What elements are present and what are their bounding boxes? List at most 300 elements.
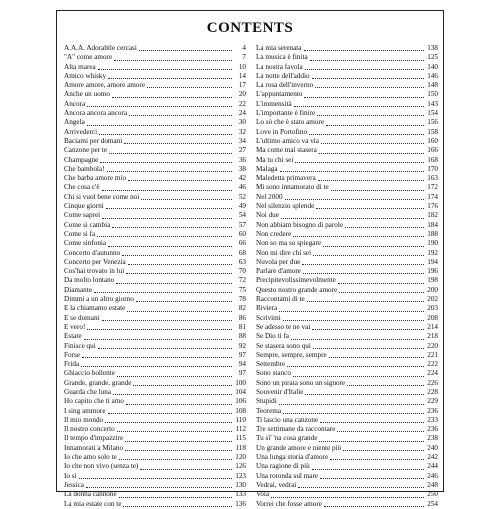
dot-leader	[303, 272, 424, 274]
dot-leader	[123, 505, 232, 507]
song-title: Guarda che luna	[64, 387, 112, 396]
dot-leader	[126, 403, 232, 405]
song-title: Cinque giorni	[64, 202, 104, 211]
dot-leader	[125, 449, 232, 451]
page-number: 238	[427, 434, 438, 443]
song-title: Nel 2000	[256, 192, 283, 201]
toc-entry[interactable]	[64, 183, 246, 192]
song-title: Mi sono innamorato di te	[256, 183, 329, 192]
song-title: Innamorati a Milano	[64, 443, 124, 452]
song-title: Che barba amore mio	[64, 174, 127, 183]
page-number: 146	[427, 71, 438, 80]
dot-leader	[323, 245, 424, 247]
dot-leader	[337, 430, 424, 432]
page-number: 220	[427, 341, 438, 350]
dot-leader	[287, 365, 424, 367]
toc-entry[interactable]	[64, 81, 246, 90]
page-number: 115	[235, 434, 246, 443]
song-title: Anche un uomo	[64, 90, 110, 99]
toc-entry[interactable]	[256, 165, 438, 174]
toc-entry[interactable]	[64, 165, 246, 174]
page-number: 202	[427, 295, 438, 304]
dot-leader	[141, 198, 232, 200]
page-number: 108	[235, 406, 246, 415]
song-title: Una lunga storia d'amore	[256, 453, 329, 462]
toc-entry[interactable]	[64, 434, 246, 443]
song-title: Che bambola!	[64, 164, 105, 173]
song-title: Forse	[64, 350, 80, 359]
dot-leader	[112, 96, 232, 98]
page-number: 72	[238, 276, 246, 285]
song-title: La mia serenata	[256, 44, 302, 52]
song-title: Un grande amore e niente più	[256, 443, 342, 452]
dot-leader	[294, 105, 424, 107]
page-number: 168	[427, 155, 438, 164]
dot-leader	[309, 133, 424, 135]
page-number: 126	[235, 462, 246, 471]
toc-entry[interactable]	[64, 100, 246, 109]
dot-leader	[283, 412, 424, 414]
dot-leader	[119, 458, 232, 460]
dot-leader	[100, 161, 232, 163]
page-number: 123	[235, 471, 246, 480]
toc-entry[interactable]	[64, 304, 246, 313]
song-title: Finisce qui	[64, 341, 96, 350]
toc-entry[interactable]	[256, 342, 438, 351]
dot-leader	[329, 356, 424, 358]
page-number: 70	[238, 267, 246, 276]
contents-right-column	[256, 44, 438, 509]
toc-entry[interactable]	[64, 276, 246, 285]
toc-entry[interactable]	[64, 90, 246, 99]
page-number: 242	[427, 453, 438, 462]
toc-entry[interactable]	[64, 63, 246, 72]
toc-entry[interactable]	[256, 407, 438, 416]
toc-entry[interactable]	[64, 342, 246, 351]
page-number: 63	[238, 257, 246, 266]
song-title: Sono stanco	[256, 369, 291, 378]
song-title: Chi si vuol bene come noi	[64, 192, 140, 201]
dot-leader	[140, 468, 232, 470]
toc-entry[interactable]	[64, 221, 246, 230]
dot-leader	[324, 505, 424, 507]
dot-leader	[320, 421, 424, 423]
song-title: A.A.A. Adorabile cercasi	[64, 44, 137, 52]
song-title: Io sì	[64, 471, 77, 480]
page-number: 154	[427, 109, 438, 118]
page-number: 78	[238, 295, 246, 304]
page-number: 17	[238, 81, 246, 90]
page-number: 82	[238, 304, 246, 313]
dot-leader	[119, 496, 232, 498]
toc-entry[interactable]	[256, 425, 438, 434]
toc-entry[interactable]	[64, 444, 246, 453]
song-title: "A" come amore	[64, 53, 113, 62]
toc-entry[interactable]	[256, 286, 438, 295]
toc-entry[interactable]	[256, 174, 438, 183]
page-number: 240	[427, 443, 438, 452]
page-number: 156	[427, 118, 438, 127]
song-title: Maledetta primavera	[256, 174, 316, 183]
toc-entry[interactable]	[256, 137, 438, 146]
song-title: Ancora ancora ancora	[64, 109, 128, 118]
dot-leader	[313, 347, 424, 349]
toc-entry[interactable]	[64, 53, 246, 62]
toc-entry[interactable]	[256, 490, 438, 499]
toc-entry[interactable]	[256, 156, 438, 165]
song-title: Che cosa c'è	[64, 183, 100, 192]
toc-entry[interactable]	[256, 397, 438, 406]
toc-entry[interactable]	[64, 481, 246, 490]
toc-entry[interactable]	[64, 351, 246, 360]
toc-entry[interactable]	[256, 481, 438, 490]
song-title: Amico whisky	[64, 71, 107, 80]
toc-entry[interactable]	[256, 416, 438, 425]
toc-entry[interactable]	[64, 211, 246, 220]
toc-entry[interactable]	[64, 239, 246, 248]
dot-leader	[108, 412, 232, 414]
song-title: Il tempo d'impazzire	[64, 434, 124, 443]
song-title: Come saprei	[64, 211, 101, 220]
dot-leader	[97, 235, 232, 237]
toc-entry[interactable]	[64, 416, 246, 425]
toc-entry[interactable]	[64, 462, 246, 471]
page-number: 222	[427, 360, 438, 369]
song-title: L'ultimo amico va via	[256, 136, 319, 145]
page-number: 92	[238, 341, 246, 350]
dot-leader	[316, 207, 424, 209]
toc-entry[interactable]	[256, 118, 438, 127]
page-number: 14	[238, 71, 246, 80]
toc-entry[interactable]	[256, 323, 438, 332]
toc-entry[interactable]	[256, 90, 438, 99]
page-number: 233	[427, 415, 438, 424]
page-number: 174	[427, 192, 438, 201]
toc-entry[interactable]	[256, 472, 438, 481]
song-title: Parlare d'amore	[256, 267, 301, 276]
song-title: L'appuntamento	[256, 90, 303, 99]
song-title: Precipitevolissimevolmente	[256, 276, 336, 285]
page-number: 112	[235, 425, 246, 434]
dot-leader	[117, 430, 232, 432]
page-number: 188	[427, 229, 438, 238]
page-number: 236	[427, 425, 438, 434]
page-number: 133	[235, 490, 246, 499]
page-number: 7	[242, 53, 246, 62]
toc-entry[interactable]	[256, 72, 438, 81]
toc-entry[interactable]	[256, 295, 438, 304]
page-number: 248	[427, 480, 438, 489]
dot-leader	[102, 189, 232, 191]
toc-entry[interactable]	[64, 407, 246, 416]
contents-left-column	[64, 44, 246, 509]
toc-entry[interactable]	[64, 314, 246, 323]
toc-entry[interactable]	[256, 351, 438, 360]
page-number: 229	[427, 397, 438, 406]
toc-entry[interactable]	[256, 444, 438, 453]
page-number: 88	[238, 332, 246, 341]
song-title: Da molto lontano	[64, 276, 115, 285]
toc-entry[interactable]	[64, 72, 246, 81]
dot-leader	[330, 458, 424, 460]
toc-entry[interactable]	[256, 249, 438, 258]
song-title: Ma come mai stasera	[256, 146, 317, 155]
toc-entry[interactable]	[256, 193, 438, 202]
toc-entry[interactable]	[256, 239, 438, 248]
toc-entry[interactable]	[64, 267, 246, 276]
page-number: 172	[427, 183, 438, 192]
page-number: 221	[427, 350, 438, 359]
toc-entry[interactable]	[64, 500, 246, 509]
song-title: Settembre	[256, 360, 286, 369]
song-title: Concerto per Venezia	[64, 257, 126, 266]
page-number: 57	[238, 220, 246, 229]
toc-entry[interactable]	[64, 295, 246, 304]
page-number: 27	[238, 146, 246, 155]
page-number: 150	[427, 90, 438, 99]
toc-entry[interactable]	[256, 434, 438, 443]
toc-entry[interactable]	[64, 249, 246, 258]
page-number: 54	[238, 211, 246, 220]
page-number: 110	[235, 415, 246, 424]
page-number: 148	[427, 81, 438, 90]
dot-leader	[321, 142, 424, 144]
toc-entry[interactable]	[256, 462, 438, 471]
dot-leader	[347, 384, 424, 386]
dot-leader	[124, 142, 232, 144]
page-number: 170	[427, 164, 438, 173]
page-number: 140	[427, 62, 438, 71]
dot-leader	[126, 272, 232, 274]
page-number: 218	[427, 332, 438, 341]
page-number: 81	[238, 322, 246, 331]
song-title: Io che amo solo te	[64, 453, 117, 462]
toc-entry[interactable]	[256, 500, 438, 509]
toc-entry[interactable]	[64, 156, 246, 165]
toc-entry[interactable]	[256, 183, 438, 192]
toc-entry[interactable]	[256, 453, 438, 462]
song-title: Souvenir d'Italie	[256, 387, 304, 396]
toc-entry[interactable]	[256, 53, 438, 62]
dot-leader	[109, 152, 232, 154]
toc-entry[interactable]	[64, 332, 246, 341]
page-number: 176	[427, 202, 438, 211]
toc-entry[interactable]	[64, 44, 246, 53]
toc-entry[interactable]	[64, 379, 246, 388]
page-number: 68	[238, 248, 246, 257]
toc-entry[interactable]	[64, 369, 246, 378]
song-title: L'importante è finire	[256, 109, 316, 118]
song-title: Tu sì' 'na cosa grande	[256, 434, 318, 443]
dot-leader	[312, 77, 424, 79]
toc-entry[interactable]	[64, 174, 246, 183]
dot-leader	[313, 254, 424, 256]
dot-leader	[108, 245, 232, 247]
toc-entry[interactable]	[64, 146, 246, 155]
dot-leader	[291, 338, 424, 340]
dot-leader	[107, 170, 232, 172]
song-title: Frida	[64, 360, 80, 369]
toc-entry[interactable]	[64, 453, 246, 462]
toc-entry[interactable]	[64, 388, 246, 397]
dot-leader	[280, 170, 424, 172]
dot-leader	[127, 310, 232, 312]
page-number: 166	[427, 146, 438, 155]
toc-entry[interactable]	[64, 109, 246, 118]
page-number: 10	[238, 62, 246, 71]
dot-leader	[304, 96, 424, 98]
toc-entry[interactable]	[256, 258, 438, 267]
song-title: Jessica	[64, 480, 84, 489]
song-title: Sono un pirata sono un signore	[256, 378, 346, 387]
page-number: 120	[235, 453, 246, 462]
page-number: 75	[238, 285, 246, 294]
song-title: I sing ammore	[64, 406, 106, 415]
page-number: 106	[235, 397, 246, 406]
toc-entry[interactable]	[256, 276, 438, 285]
toc-entry[interactable]	[64, 258, 246, 267]
dot-leader	[81, 365, 232, 367]
toc-entry[interactable]	[256, 202, 438, 211]
page-number: 136	[235, 499, 246, 508]
dot-leader	[87, 105, 232, 107]
toc-entry[interactable]	[64, 193, 246, 202]
page-number: 97	[238, 369, 246, 378]
dot-leader	[319, 152, 424, 154]
song-title: La rosa dell'inverno	[256, 81, 314, 90]
toc-entry[interactable]	[256, 267, 438, 276]
page-title: CONTENTS	[206, 20, 294, 36]
toc-entry[interactable]	[256, 211, 438, 220]
dot-leader	[105, 421, 232, 423]
dot-leader	[343, 449, 424, 451]
song-title: Dimmi a un altro giorno	[64, 295, 134, 304]
toc-entry[interactable]	[256, 44, 438, 53]
toc-entry[interactable]	[64, 118, 246, 127]
toc-entry[interactable]	[256, 81, 438, 90]
dot-leader	[305, 68, 424, 70]
song-title: Vorrei che fosse amore	[256, 499, 322, 508]
song-title: Una ragione di più	[256, 462, 310, 471]
dot-leader	[84, 338, 232, 340]
dot-leader	[305, 393, 424, 395]
song-title: Estate	[64, 332, 82, 341]
toc-entry[interactable]	[256, 388, 438, 397]
page-number: 49	[238, 202, 246, 211]
toc-entry[interactable]	[256, 314, 438, 323]
dot-leader	[139, 49, 232, 51]
page-number: 224	[427, 369, 438, 378]
toc-entry[interactable]	[64, 128, 246, 137]
song-title: Angela	[64, 118, 85, 127]
dot-leader	[117, 375, 232, 377]
toc-entry[interactable]	[256, 360, 438, 369]
page-number: 143	[427, 99, 438, 108]
page-number: 130	[235, 480, 246, 489]
toc-entry[interactable]	[64, 490, 246, 499]
dot-leader	[98, 68, 232, 70]
dot-leader	[136, 300, 232, 302]
song-title: Noi due	[256, 211, 279, 220]
toc-entry[interactable]	[256, 100, 438, 109]
page-number: 203	[427, 304, 438, 313]
song-title: Lo sò che è stato amore	[256, 118, 325, 127]
page-number: 158	[427, 127, 438, 136]
dot-leader	[102, 217, 232, 219]
song-title: Teorema	[256, 406, 282, 415]
song-title: Vola	[256, 490, 270, 499]
page-number: 236	[427, 406, 438, 415]
page-number: 94	[238, 360, 246, 369]
song-title: Ti lascio una canzone	[256, 415, 319, 424]
song-title: Vedrai, vedrai	[256, 480, 297, 489]
toc-entry[interactable]	[64, 323, 246, 332]
song-title: Se stasera sono qui	[256, 341, 311, 350]
song-title: Una rotonda sul mare	[256, 471, 319, 480]
toc-entry[interactable]	[256, 221, 438, 230]
toc-entry[interactable]	[256, 146, 438, 155]
dot-leader	[339, 291, 424, 293]
toc-entry[interactable]	[256, 379, 438, 388]
page-number: 46	[238, 183, 246, 192]
toc-entry[interactable]	[256, 128, 438, 137]
page-number: 32	[238, 127, 246, 136]
dot-leader	[312, 328, 424, 330]
song-title: Il nostro concerto	[64, 425, 115, 434]
toc-entry[interactable]	[64, 425, 246, 434]
page-number: 36	[238, 155, 246, 164]
song-title: E vero!	[64, 322, 86, 331]
toc-entry[interactable]	[64, 397, 246, 406]
song-title: Riviera	[256, 304, 278, 313]
dot-leader	[298, 486, 424, 488]
toc-entry[interactable]	[64, 360, 246, 369]
song-title: Come si cambia	[64, 220, 111, 229]
page-number: 226	[427, 378, 438, 387]
dot-leader	[320, 477, 424, 479]
toc-entry[interactable]	[256, 332, 438, 341]
page-number: 52	[238, 192, 246, 201]
page-number: 196	[427, 267, 438, 276]
dot-leader	[304, 49, 425, 51]
dot-leader	[317, 114, 424, 116]
song-title: Baciami per domani	[64, 136, 123, 145]
song-title: Amore amore, amore amore	[64, 81, 146, 90]
page-number: 60	[238, 229, 246, 238]
toc-entry[interactable]	[64, 202, 246, 211]
song-title: Champagne	[64, 155, 99, 164]
toc-entry[interactable]	[256, 230, 438, 239]
toc-entry[interactable]	[256, 63, 438, 72]
toc-entry[interactable]	[64, 137, 246, 146]
toc-entry[interactable]	[256, 369, 438, 378]
toc-entry[interactable]	[256, 109, 438, 118]
dot-leader	[125, 440, 232, 442]
page-number: 30	[238, 118, 246, 127]
toc-entry[interactable]	[64, 230, 246, 239]
song-title: Se Dio ti fa	[256, 332, 289, 341]
toc-entry[interactable]	[64, 286, 246, 295]
dot-leader	[122, 254, 232, 256]
dot-leader	[315, 86, 424, 88]
song-title: Love in Portofino	[256, 127, 308, 136]
toc-entry[interactable]	[64, 472, 246, 481]
dot-leader	[293, 235, 424, 237]
song-title: Nel silenzio splende	[256, 202, 315, 211]
song-title: Questo nostro grande amore	[256, 285, 338, 294]
song-title: Scrivimi	[256, 313, 281, 322]
toc-entry[interactable]	[256, 304, 438, 313]
